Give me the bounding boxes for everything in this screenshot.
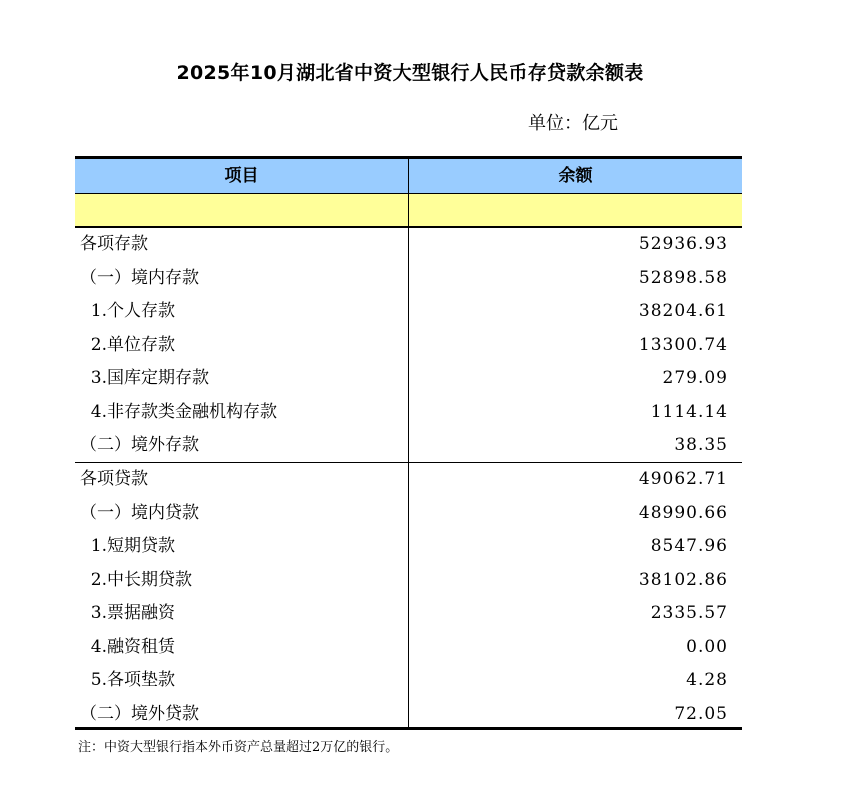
row-value: 52936.93 xyxy=(638,234,728,254)
row-value: 52898.58 xyxy=(638,267,728,288)
row-label: 2.单位存款 xyxy=(80,334,176,355)
table-row xyxy=(75,295,742,329)
table-row xyxy=(75,698,742,732)
table-row xyxy=(75,396,742,430)
table-row xyxy=(75,228,742,262)
balance-table xyxy=(75,156,742,730)
row-value: 72.05 xyxy=(674,703,728,724)
row-value: 13300.74 xyxy=(638,334,728,355)
row-value: 38102.86 xyxy=(638,569,728,590)
row-label: 5.各项垫款 xyxy=(80,670,176,690)
row-value: 4.28 xyxy=(686,670,728,690)
row-label: 4.非存款类金融机构存款 xyxy=(80,401,278,422)
row-label: 各项存款 xyxy=(80,234,148,254)
table-row xyxy=(75,631,742,665)
table-row xyxy=(75,664,742,698)
row-label: （一）境内贷款 xyxy=(80,502,199,523)
row-value: 38.35 xyxy=(674,435,728,455)
table-row xyxy=(75,564,742,598)
row-label: 2.中长期贷款 xyxy=(80,569,193,590)
table-row xyxy=(75,597,742,631)
table-row xyxy=(75,497,742,531)
row-label: （二）境外贷款 xyxy=(80,703,199,724)
unit-label: 单位：亿元 xyxy=(528,113,618,134)
table-row xyxy=(75,329,742,363)
header-amount: 余额 xyxy=(558,166,593,186)
table-row xyxy=(75,429,742,463)
row-value: 48990.66 xyxy=(638,502,728,523)
table-row xyxy=(75,262,742,296)
table-row xyxy=(75,362,742,396)
row-value: 0.00 xyxy=(686,636,728,657)
row-label: 1.个人存款 xyxy=(80,301,176,321)
row-label: （二）境外存款 xyxy=(80,435,199,455)
row-label: 3.票据融资 xyxy=(80,603,176,623)
row-value: 49062.71 xyxy=(638,469,728,489)
header-item: 项目 xyxy=(224,166,259,186)
row-value: 8547.96 xyxy=(650,536,728,556)
row-label: 各项贷款 xyxy=(80,469,148,489)
row-label: （一）境内存款 xyxy=(80,267,199,288)
row-label: 1.短期贷款 xyxy=(80,536,176,556)
row-value: 1114.14 xyxy=(650,401,728,422)
table-row xyxy=(75,463,742,497)
row-value: 2335.57 xyxy=(650,603,728,623)
row-value: 38204.61 xyxy=(638,301,728,321)
footnote: 注：中资大型银行指本外币资产总量超过2万亿的银行。 xyxy=(78,740,399,755)
table-row xyxy=(75,530,742,564)
row-label: 4.融资租赁 xyxy=(80,636,176,657)
row-label: 3.国库定期存款 xyxy=(80,368,210,388)
page-title: 2025年10月湖北省中资大型银行人民币存贷款余额表 xyxy=(176,62,644,84)
row-value: 279.09 xyxy=(662,368,728,388)
